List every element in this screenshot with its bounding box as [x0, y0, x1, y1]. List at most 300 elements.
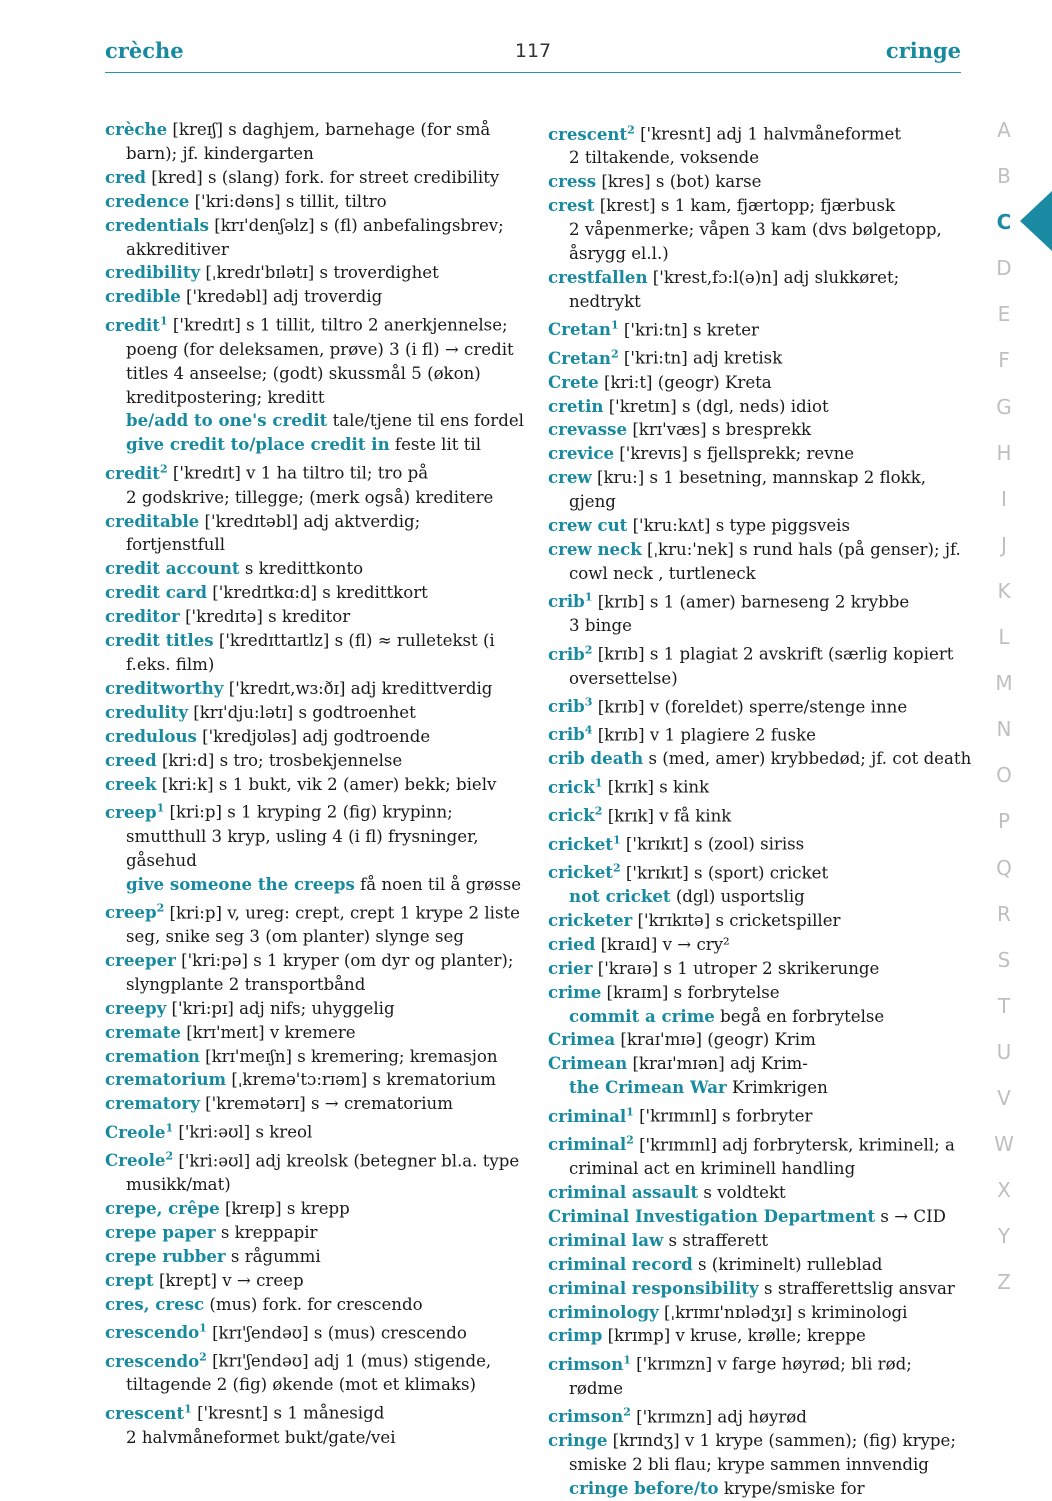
- definition-text: [kraɪd] v → cry²: [595, 934, 730, 954]
- headword: [548, 982, 601, 1002]
- index-letter-o[interactable]: O: [996, 763, 1012, 788]
- headword: [548, 1406, 631, 1426]
- entry-line: [548, 828, 966, 856]
- headword-text: not cricket: [569, 886, 671, 907]
- headword: [548, 834, 621, 854]
- headword-text: crime: [548, 981, 602, 1002]
- headword: [548, 1430, 607, 1450]
- homograph-number: 2: [165, 1149, 174, 1163]
- definition-text: kreditpostering; kreditt: [126, 387, 325, 407]
- index-letter-i[interactable]: I: [1001, 486, 1007, 511]
- entry-continuation-line: [105, 142, 523, 166]
- headword: [548, 748, 643, 768]
- definition-text: [krɪb] s 1 plagiat 2 avskrift (særlig kopiert: [592, 644, 954, 664]
- headword-text: crimson: [548, 1406, 624, 1427]
- definition-text: [kri:k] s 1 bukt, vik 2 (amer) bekk; bielv: [156, 774, 497, 794]
- definition-text: ['krɪkɪt] s (sport) cricket: [620, 863, 829, 883]
- headword: [105, 702, 188, 722]
- entry-line: [105, 1145, 523, 1173]
- headword: [548, 1053, 627, 1073]
- headword: [105, 119, 167, 139]
- headword-text: crew neck: [548, 539, 642, 559]
- index-letter-w[interactable]: W: [994, 1132, 1014, 1157]
- headword-text: cremation: [105, 1045, 200, 1066]
- headword: [548, 539, 642, 559]
- headword: [548, 591, 592, 611]
- entry-line: [105, 897, 523, 925]
- headword-text: criminal responsibility: [548, 1277, 759, 1298]
- index-letter-x[interactable]: X: [997, 1178, 1011, 1203]
- index-letter-v[interactable]: V: [997, 1085, 1011, 1110]
- headword: [548, 696, 592, 716]
- definition-text: [kres] s (bot) karse: [596, 172, 762, 192]
- headword: [105, 1322, 207, 1342]
- headword-text: crib: [548, 696, 585, 717]
- definition-text: [krɪ'dju:lətɪ] s godtroenhet: [188, 702, 416, 722]
- headword: [548, 195, 594, 215]
- headword-text: crescent: [548, 123, 628, 144]
- headword: [105, 1403, 192, 1423]
- headword: [105, 1270, 154, 1290]
- entry-continuation-line: [548, 1453, 966, 1477]
- index-letter-g[interactable]: G: [996, 394, 1012, 419]
- entry-continuation-line: [548, 1157, 966, 1181]
- headword-text: crier: [548, 957, 593, 978]
- headword: [126, 434, 390, 454]
- headword: [548, 348, 619, 368]
- headword: [569, 886, 671, 906]
- entry-line: [548, 1129, 966, 1157]
- definition-text: [krɪk] s kink: [602, 777, 710, 797]
- headword: [105, 678, 223, 698]
- index-letter-a[interactable]: A: [997, 118, 1011, 142]
- definition-text: s strafferett: [663, 1230, 769, 1250]
- homograph-number: 3: [584, 695, 593, 709]
- definition-text: ['krevɪs] s fjellsprekk; revne: [614, 444, 855, 464]
- definition-text: smiske 2 bli flau; krype sammen innvendig: [569, 1455, 929, 1474]
- definition-text: [krɪmp] v kruse, krølle; kreppe: [602, 1326, 866, 1346]
- definition-text: gjeng: [569, 492, 616, 512]
- entry-line: [548, 538, 966, 562]
- running-header: [105, 36, 961, 73]
- headword: [105, 1093, 200, 1113]
- entry-continuation-line: [105, 433, 523, 457]
- entry-continuation-line: [105, 409, 523, 433]
- headword: [105, 774, 156, 794]
- entry-line: [105, 949, 523, 973]
- headword-text: credible: [105, 286, 181, 307]
- headword: [105, 750, 157, 770]
- definition-text: 2 halvmåneformet bukt/gate/vei: [126, 1427, 396, 1447]
- headword-text: credulity: [105, 701, 188, 722]
- headword-text: credit titles: [105, 630, 214, 651]
- definition-text: [kred] s (slang) fork. for street credibility: [146, 167, 500, 187]
- headword-text: crematorium: [105, 1069, 227, 1090]
- headword: [548, 724, 592, 744]
- headword: [105, 1046, 200, 1066]
- entry-line: [105, 285, 523, 309]
- definition-text: [krept] v → creep: [153, 1270, 304, 1290]
- index-letter-n[interactable]: N: [996, 717, 1012, 742]
- index-letter-c[interactable]: C: [996, 210, 1012, 235]
- definition-text: [kri:t] (geogr) Kreta: [598, 372, 772, 392]
- homograph-number: 2: [159, 462, 168, 476]
- entry-line: [105, 749, 523, 773]
- entry-continuation-line: [548, 218, 966, 242]
- homograph-number: 2: [611, 347, 619, 361]
- index-letter-r[interactable]: R: [997, 901, 1011, 926]
- entry-line: [548, 981, 966, 1005]
- definition-text: ['kredɪt,wɜ:ðɪ] adj kredittverdig: [223, 678, 493, 698]
- definition-text: smutthull 3 kryp, usling 4 (i fl) frysninger,: [126, 826, 479, 846]
- entry-continuation-line: [548, 562, 966, 586]
- headword: [105, 902, 164, 922]
- entry-line: [548, 586, 966, 614]
- definition-text: ['kri:əʊl] adj kreolsk (betegner bl.a. type: [173, 1151, 520, 1171]
- headword-text: cricketer: [548, 909, 633, 930]
- definition-text: criminal act en kriminell handling: [569, 1159, 856, 1179]
- definition-text: [ˌkru:'nek] s rund hals (på genser); jf.: [641, 540, 961, 559]
- definition-text: 3 binge: [569, 616, 632, 636]
- headword-text: crimp: [548, 1325, 603, 1346]
- headword-text: creep: [105, 902, 157, 923]
- entry-continuation-line: [548, 1005, 966, 1029]
- entry-line: [105, 629, 523, 653]
- entry-line: [105, 166, 523, 190]
- headword-text: crepe, crêpe: [105, 1198, 220, 1219]
- entry-line: [105, 261, 523, 285]
- headword-text: crest: [548, 195, 595, 216]
- index-letter-p[interactable]: P: [997, 809, 1011, 834]
- homograph-number: 1: [159, 314, 168, 328]
- entry-line: [105, 1293, 523, 1317]
- entry-line: [548, 1028, 966, 1052]
- headword-text: cried: [548, 933, 596, 954]
- entry-continuation-line: [548, 490, 966, 514]
- entry-line: [548, 1181, 966, 1205]
- definition-text: s kredittkonto: [239, 559, 364, 579]
- guide-word-left: crèche: [105, 38, 184, 63]
- entry-line: [105, 725, 523, 749]
- entry-continuation-line: [105, 973, 523, 997]
- entry-line: [548, 118, 966, 146]
- definition-text: [krɪ'væs] s bresprekk: [627, 420, 812, 440]
- definition-text: s kreppapir: [215, 1222, 318, 1242]
- definition-text: ['krɪmɪnl] s forbryter: [633, 1106, 813, 1126]
- headword-text: crepe paper: [105, 1221, 216, 1242]
- entry-line: [105, 677, 523, 701]
- entry-line: [105, 1221, 523, 1245]
- headword: [548, 1029, 615, 1049]
- index-letter-k[interactable]: K: [997, 578, 1011, 603]
- homograph-number: 2: [584, 643, 593, 657]
- headword: [548, 267, 648, 287]
- headword: [548, 319, 619, 339]
- definition-text: [kraɪm] s forbrytelse: [601, 982, 780, 1002]
- headword: [548, 467, 592, 487]
- index-letter-l[interactable]: L: [998, 625, 1010, 650]
- headword: [548, 443, 614, 463]
- definition-text: ['kredjʊləs] adj godtroende: [196, 726, 431, 746]
- definition-text: nedtrykt: [569, 291, 641, 311]
- entry-line: [548, 194, 966, 218]
- headword: [105, 1246, 226, 1266]
- definition-text: ['kredɪtəbl] adj aktverdig;: [199, 511, 421, 531]
- homograph-number: 1: [626, 1105, 634, 1119]
- headword: [548, 372, 599, 392]
- entry-continuation-line: [548, 290, 966, 314]
- definition-text: [krɪb] v 1 plagiere 2 fuske: [592, 725, 816, 745]
- headword: [548, 1254, 693, 1274]
- page-number: 117: [514, 40, 552, 62]
- headword-text: cress: [548, 171, 597, 192]
- definition-text: ['kru:kʌt] s type piggsveis: [627, 516, 850, 536]
- definition-text: s → CID: [875, 1206, 946, 1226]
- index-letter-b[interactable]: B: [997, 164, 1011, 189]
- entry-continuation-line: [105, 486, 523, 510]
- definition-text: ['kredɪt] s 1 tillit, tiltro 2 anerkjennelse;: [167, 315, 508, 335]
- headword: [105, 582, 207, 602]
- definition-text: musikk/mat): [126, 1175, 231, 1195]
- headword: [105, 1022, 181, 1042]
- homograph-number: 2: [612, 861, 621, 875]
- definition-text: (mus) fork. for crescendo: [204, 1294, 423, 1314]
- headword-text: crematory: [105, 1093, 200, 1114]
- headword-text: creditable: [105, 510, 200, 531]
- definition-text: ['krɪkɪtə] s cricketspiller: [632, 910, 841, 930]
- homograph-number: 1: [165, 1121, 174, 1135]
- entry-continuation-line: [105, 386, 523, 410]
- definition-text: få noen til å grøsse: [354, 874, 522, 894]
- definition-text: tale/tjene til ens fordel: [327, 411, 524, 431]
- headword: [105, 511, 199, 531]
- index-letter-j[interactable]: J: [1001, 532, 1007, 557]
- headword-text: cricket: [548, 862, 613, 883]
- headword-text: crimson: [548, 1353, 624, 1374]
- entry-continuation-line: [105, 362, 523, 386]
- headword: [105, 1069, 226, 1089]
- definition-text: [krest] s 1 kam, fjærtopp; fjærbusk: [594, 196, 896, 216]
- headword: [569, 1077, 727, 1097]
- headword: [548, 1206, 875, 1226]
- entry-line: [105, 309, 523, 337]
- definition-text: [krɪb] s 1 (amer) barneseng 2 krybbe: [592, 592, 910, 612]
- definition-text: ['kredɪtkɑ:d] s kredittkort: [206, 583, 428, 603]
- entry-line: [548, 395, 966, 419]
- entry-line: [548, 1253, 966, 1277]
- definition-text: ['kredəbl] adj troverdig: [180, 287, 383, 307]
- index-letter-d[interactable]: D: [996, 256, 1012, 281]
- entry-line: [548, 466, 966, 490]
- definition-text: [krɪ'meɪʃn] s kremering; kremasjon: [199, 1046, 498, 1066]
- definition-text: [krɪ'ʃendəʊ] adj 1 (mus) stigende,: [206, 1351, 492, 1371]
- headword: [548, 1182, 698, 1202]
- headword: [548, 1302, 659, 1322]
- headword: [105, 558, 240, 578]
- headword-text: the Crimean War: [569, 1077, 727, 1098]
- headword-text: credit card: [105, 582, 207, 603]
- headword: [548, 515, 627, 535]
- headword-text: crescendo: [105, 1322, 200, 1343]
- entry-line: [105, 1245, 523, 1269]
- definition-text: feste lit til: [389, 435, 482, 455]
- guide-word-right: cringe: [885, 38, 961, 63]
- entry-line: [548, 747, 972, 771]
- entry-line: [548, 170, 966, 194]
- definition-text: [kraɪ'mɪən] adj Krim-: [627, 1054, 808, 1074]
- headword: [105, 802, 164, 822]
- headword-text: give someone the creeps: [126, 873, 355, 894]
- index-letter-e[interactable]: E: [997, 302, 1011, 327]
- definition-text: [kri:p] v, ureg: crept, crept 1 krype 2 liste: [164, 903, 520, 923]
- index-letter-u[interactable]: U: [996, 1039, 1012, 1064]
- headword-text: creeper: [105, 949, 176, 970]
- definition-text: ['kretɪn] s (dgl, neds) idiot: [603, 396, 829, 416]
- entry-line: [548, 1229, 966, 1253]
- definition-text: ['kredɪttaɪtlz] s (fl) ≈ rulletekst (i: [213, 631, 495, 651]
- definition-text: barn); jf. kindergarten: [126, 143, 314, 163]
- headword-text: Crimean: [548, 1053, 628, 1074]
- entry-continuation-line: [105, 849, 523, 873]
- entry-continuation-line: [548, 1377, 966, 1401]
- headword: [548, 1106, 634, 1126]
- headword-text: crept: [105, 1269, 154, 1290]
- entry-line: [105, 1269, 523, 1293]
- index-letter-s[interactable]: S: [997, 947, 1011, 972]
- headword-text: crestfallen: [548, 266, 648, 287]
- definition-text: 2 våpenmerke; våpen 3 kam (dvs bølgetopp,: [569, 220, 942, 240]
- entry-line: [105, 773, 523, 797]
- entry-line: [105, 118, 523, 142]
- headword: [105, 606, 180, 626]
- headword: [548, 1230, 663, 1250]
- definition-text: s rågummi: [225, 1246, 321, 1266]
- index-letter-f[interactable]: F: [998, 348, 1010, 373]
- headword: [548, 934, 595, 954]
- definition-text: gåsehud: [126, 850, 197, 870]
- definition-text: rødme: [569, 1378, 624, 1398]
- headword-text: crew: [548, 467, 592, 488]
- index-letter-m[interactable]: M: [995, 671, 1013, 696]
- headword-text: criminal law: [548, 1229, 664, 1250]
- entry-line: [105, 1317, 523, 1345]
- entry-line: [105, 510, 523, 534]
- headword: [548, 958, 592, 978]
- entries-column-left: [105, 118, 523, 1450]
- headword-text: crib death: [548, 748, 644, 769]
- headword-text: crescendo: [105, 1350, 200, 1371]
- headword: [548, 644, 592, 664]
- headword: [105, 1150, 173, 1170]
- entry-line: [105, 1397, 523, 1425]
- headword: [105, 315, 168, 335]
- definition-text: slyngplante 2 transportbånd: [126, 974, 366, 994]
- index-letter-h[interactable]: H: [996, 440, 1012, 465]
- entry-line: [548, 1301, 966, 1325]
- definition-text: [krɪ'meɪt] v kremere: [180, 1022, 356, 1042]
- definition-text: begå en forbrytelse: [714, 1006, 885, 1026]
- headword-text: cricket: [548, 833, 613, 854]
- headword: [548, 124, 635, 144]
- headword: [105, 998, 166, 1018]
- index-letter-q[interactable]: Q: [996, 855, 1012, 880]
- headword: [548, 419, 627, 439]
- index-letter-y[interactable]: Y: [997, 1224, 1011, 1249]
- entry-line: [548, 957, 966, 981]
- headword: [548, 171, 596, 191]
- headword-text: crevice: [548, 443, 615, 464]
- entry-continuation-line: [105, 338, 523, 362]
- entry-line: [105, 557, 523, 581]
- entry-line: [548, 314, 966, 342]
- headword-text: cringe: [548, 1430, 608, 1451]
- homograph-number: 1: [199, 1321, 207, 1335]
- entry-line: [548, 771, 966, 799]
- entry-continuation-line: [548, 146, 966, 170]
- definition-text: [ˌkrɪmɪ'nɒlədʒɪ] s kriminologi: [658, 1302, 908, 1322]
- headword: [569, 1006, 715, 1026]
- definition-text: krype/smiske for: [718, 1478, 865, 1498]
- headword: [569, 1478, 719, 1498]
- homograph-number: 4: [584, 723, 593, 737]
- definition-text: akkreditiver: [126, 239, 229, 259]
- entry-continuation-line: [548, 885, 966, 909]
- headword-text: cringe before/to: [569, 1477, 719, 1498]
- homograph-number: 1: [623, 1353, 631, 1367]
- headword-text: Crete: [548, 371, 599, 392]
- entry-line: [105, 581, 523, 605]
- entry-continuation-line: [105, 653, 523, 677]
- entry-line: [105, 796, 523, 824]
- entry-line: [105, 1021, 523, 1045]
- headword: [105, 191, 189, 211]
- definition-text: ['krɪmɪnl] adj forbrytersk, kriminell; a: [633, 1135, 955, 1155]
- index-letter-t[interactable]: T: [997, 993, 1011, 1018]
- entry-line: [548, 1277, 966, 1301]
- headword-text: credit: [105, 462, 160, 483]
- homograph-number: 1: [594, 776, 603, 790]
- homograph-number: 2: [626, 1133, 634, 1147]
- headword: [548, 862, 621, 882]
- headword-text: credit account: [105, 558, 240, 579]
- headword-text: cres, cresc: [105, 1293, 205, 1314]
- headword-text: creed: [105, 749, 157, 770]
- entry-line: [105, 457, 523, 485]
- definition-text: [krɪk] v få kink: [602, 806, 732, 826]
- headword-text: Creole: [105, 1150, 166, 1171]
- headword: [105, 630, 214, 650]
- definition-text: [kreɪp] s krepp: [219, 1199, 350, 1219]
- entry-line: [548, 719, 966, 747]
- headword-text: crick: [548, 776, 595, 797]
- index-letter-z[interactable]: Z: [997, 1270, 1011, 1295]
- definition-text: [krɪb] v (foreldet) sperre/stenge inne: [592, 697, 908, 717]
- entry-line: [548, 342, 966, 370]
- homograph-number: 1: [612, 833, 621, 847]
- headword-text: Cretan: [548, 347, 611, 368]
- headword: [548, 396, 603, 416]
- definition-text: cowl neck , turtleneck: [569, 563, 756, 583]
- entry-line: [548, 1100, 966, 1128]
- headword-text: Cretan: [548, 319, 611, 340]
- headword-text: crevasse: [548, 419, 628, 440]
- entry-line: [105, 1092, 523, 1116]
- headword: [105, 1198, 220, 1218]
- definition-text: ['krest,fɔ:l(ə)n] adj slukkøret;: [647, 267, 900, 287]
- entry-continuation-line: [548, 667, 966, 691]
- headword: [548, 1134, 634, 1154]
- headword: [126, 874, 355, 894]
